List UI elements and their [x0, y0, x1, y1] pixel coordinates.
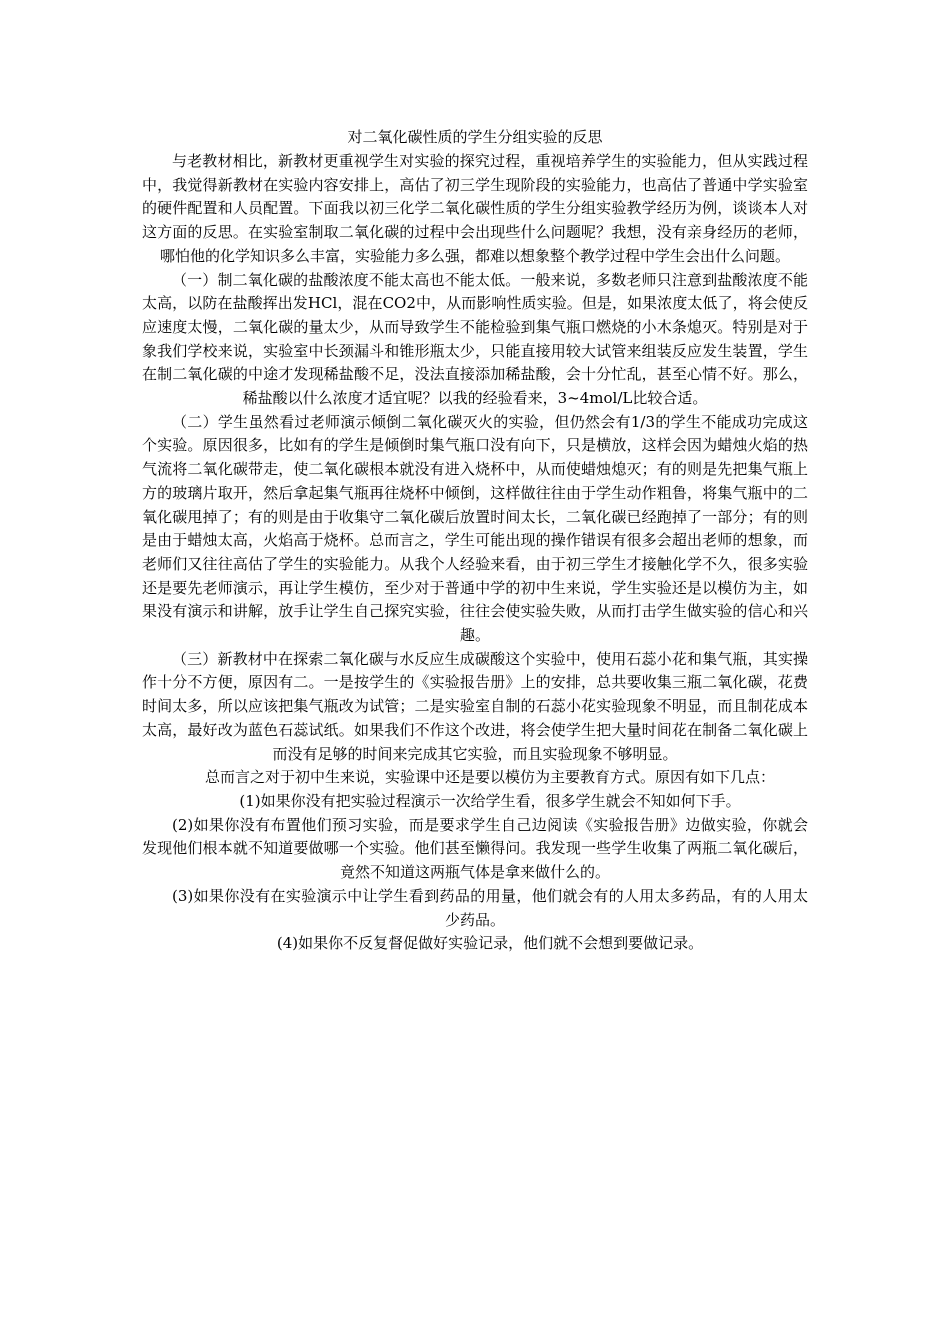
- paragraph-summary: 总而言之对于初中生来说，实验课中还是要以模仿为主要教育方式。原因有如下几点：: [204, 768, 775, 787]
- paragraph-section-3: （三）新教材中在探索二氧化碳与水反应生成碳酸这个实验中，使用石蕊小花和集气瓶，其实操作十分不方便，原因有二。一是按学生的《实验报告册》上的安排，总共要收集三瓶二氧化碳，花费时间太多，所以应该把集气瓶改为试管；二是实验室自制的石蕊小花实验现象不明显，而且制花成本太高，最好改为蓝色石蕊试纸。如果我们不作这个改进，将会使学生把大量时间花在制备二氧化碳上而没有足够的时间来完成其它实验，而且实验现象不够明显。: [142, 649, 808, 763]
- paragraph-section-2: （二）学生虽然看过老师演示倾倒二氧化碳灭火的实验，但仍然会有1/3的学生不能成功完成这个实验。原因很多，比如有的学生是倾倒时集气瓶口没有向下，只是横放，这样会因为蜡烛火焰的热气流将二氧化碳带走，使二氧化碳根本就没有进入烧杯中，从而使蜡烛熄灭；有的则是先把集气瓶上方的玻璃片取开，然后拿起集气瓶再往烧杯中倾倒，这样做往往由于学生动作粗鲁，将集气瓶中的二氧化碳甩掉了；有的则是由于收集守二氧化碳后放置时间太长，二氧化碳已经跑掉了一部分；有的则是由于蜡烛太高，火焰高于烧杯。总而言之，学生可能出现的操作错误有很多会超出老师的想象，而老师们又往往高估了学生的实验能力。从我个人经验来看，由于初三学生才接触化学不久，很多实验还是要先老师演示，再让学生模仿，至少对于普通中学的初中生来说，学生实验还是以模仿为主，如果没有演示和讲解，放手让学生自己探究实验，往往会使实验失败，从而打击学生做实验的信心和兴趣。: [142, 412, 808, 645]
- paragraph-intro: 与老教材相比，新教材更重视学生对实验的探究过程，重视培养学生的实验能力，但从实践过程中，我觉得新教材在实验内容安排上，高估了初三学生现阶段的实验能力，也高估了普通中学实验室的硬件配置和人员配置。下面我以初三化学二氧化碳性质的学生分组实验教学经历为例，谈谈本人对这方面的反思。在实验室制取二氧化碳的过程中会出现些什么问题呢？我想，没有亲身经历的老师，哪怕他的化学知识多么丰富，实验能力多么强，都难以想象整个教学过程中学生会出什么问题。: [142, 152, 808, 265]
- list-item-1: (1)如果你没有把实验过程演示一次给学生看，很多学生就会不知如何下手。: [239, 791, 741, 810]
- list-item-3: (3)如果你没有在实验演示中让学生看到药品的用量，他们就会有的人用太多药品，有的人用太少药品。: [172, 886, 808, 929]
- document-title: 对二氧化碳性质的学生分组实验的反思: [347, 128, 603, 146]
- list-item-4: (4)如果你不反复督促做好实验记录，他们就不会想到要做记录。: [276, 934, 704, 953]
- document-body: [142, 150, 808, 956]
- paragraph-section-1: （一）制二氧化碳的盐酸浓度不能太高也不能太低。一般来说，多数老师只注意到盐酸浓度不能太高，以防在盐酸挥出发HCl，混在CO2中，从而影响性质实验。但是，如果浓度太低了，将会使反应速度太慢，二氧化碳的量太少，从而导致学生不能检验到集气瓶口燃烧的小木条熄灭。特别是对于象我们学校来说，实验室中长颈漏斗和锥形瓶太少，只能直接用较大试管来组装反应发生装置，学生在制二氧化碳的中途才发现稀盐酸不足，没法直接添加稀盐酸，会十分忙乱，甚至心情不好。那么，稀盐酸以什么浓度才适宜呢？以我的经验看来，3~4mol/L比较合适。: [142, 270, 808, 408]
- list-item-2: (2)如果你没有布置他们预习实验，而是要求学生自己边阅读《实验报告册》边做实验，你就会发现他们根本就不知道要做哪一个实验。他们甚至懒得问。我发现一些学生收集了两瓶二氧化碳后，竟然不知道这两瓶气体是拿来做什么的。: [142, 815, 808, 882]
